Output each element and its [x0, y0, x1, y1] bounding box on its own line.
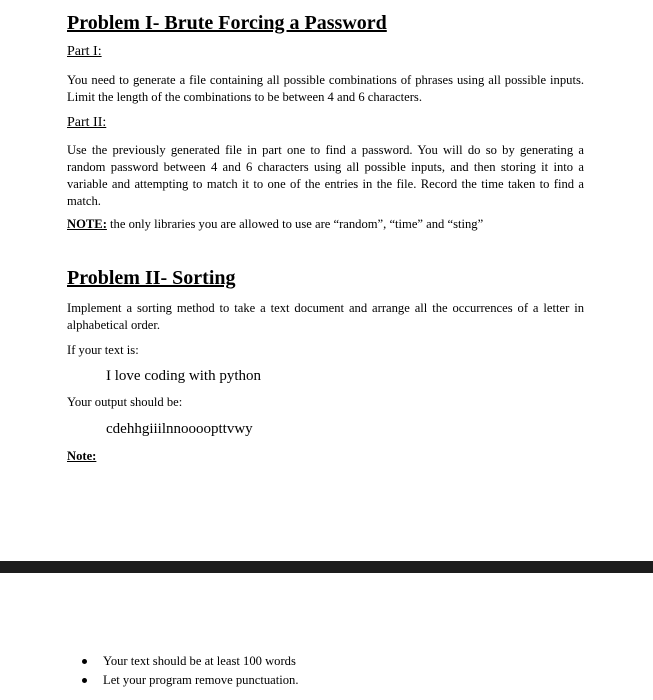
problem-1-title: Problem I- Brute Forcing a Password [67, 12, 387, 34]
notes-list [82, 652, 299, 690]
output-label: Your output should be: [67, 395, 183, 409]
if-text-label: If your text is: [67, 343, 139, 357]
example-input: I love coding with python [106, 368, 261, 384]
list-item [82, 652, 299, 671]
note-heading: Note: [67, 449, 97, 463]
note-item-text: Your text should be at least 100 words [103, 654, 296, 668]
example-output: cdehhgiiilnnoooopttvwy [106, 421, 253, 437]
problem-2-title: Problem II- Sorting [67, 267, 236, 289]
libraries-note [67, 217, 483, 232]
part-1-heading: Part I: [67, 44, 102, 59]
part-2-heading: Part II: [67, 115, 107, 130]
bullet-icon [82, 659, 87, 664]
bullet-icon [82, 678, 87, 683]
note-item-text: Let your program remove punctuation. [103, 673, 299, 687]
sorting-intro: Implement a sorting method to take a text document and arrange all the occurrences of a letter in alphabetical order. [67, 301, 584, 332]
part-2-text: Use the previously generated file in part one to find a password. You will do so by generating a random password between 4 and 6 characters using all possible inputs, and then storing it into a variable and attempting to match it to one of the entries in the file. Record the time taken to find a match. [67, 143, 584, 208]
note-text: the only libraries you are allowed to use are “random”, “time” and “sting” [106, 217, 484, 231]
page-divider [0, 561, 653, 573]
list-item [82, 671, 299, 690]
note-label: NOTE: [67, 217, 107, 231]
part-1-text: You need to generate a file containing all possible combinations of phrases using all possible inputs. Limit the length of the combinations to be between 4 and 6 characters. [67, 73, 584, 104]
